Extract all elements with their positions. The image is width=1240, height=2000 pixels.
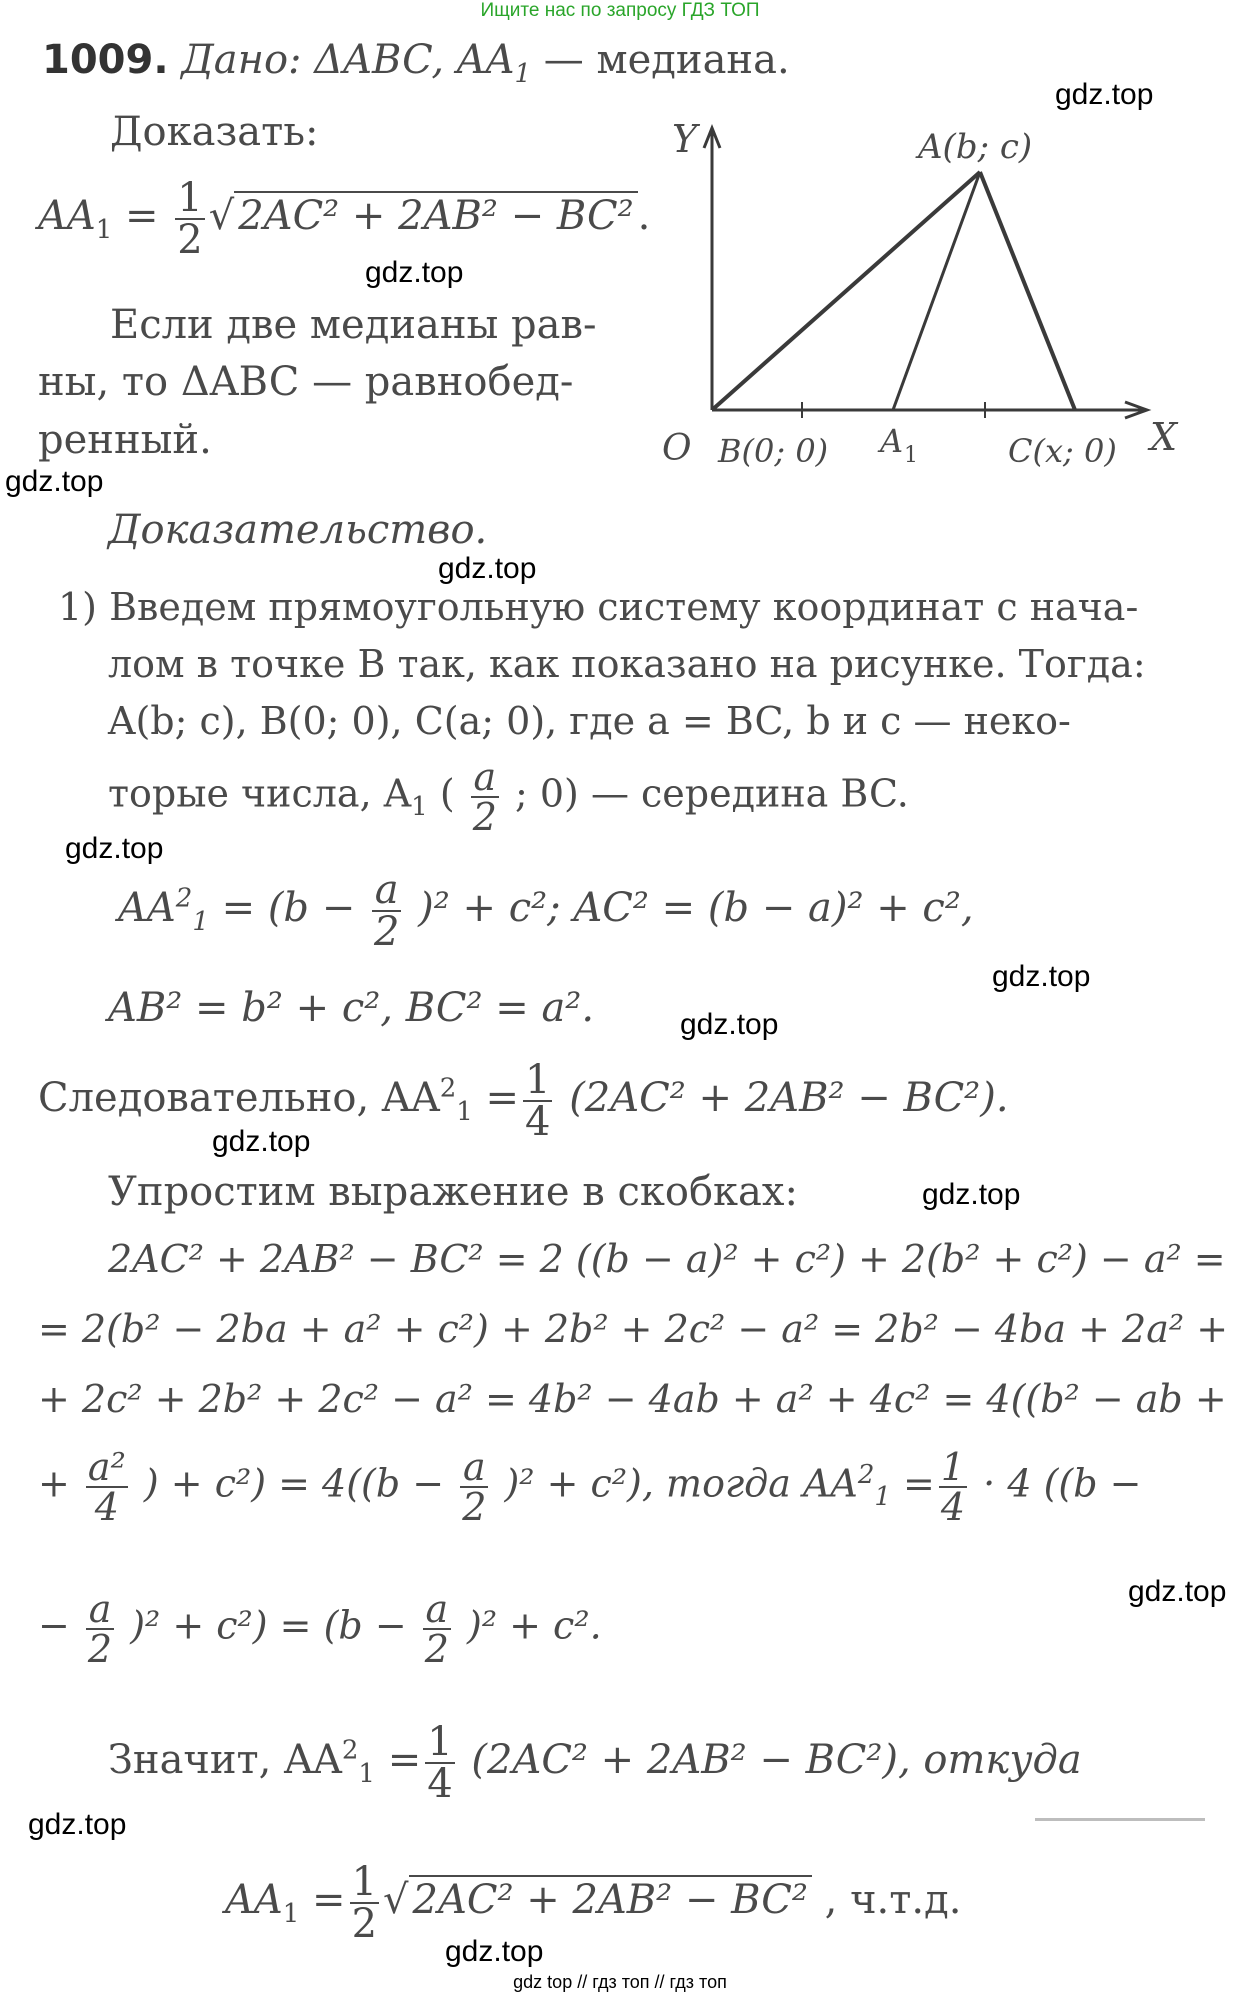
given-text: Дано: ΔABC, AA bbox=[181, 37, 515, 83]
proof-title: Доказательство. bbox=[108, 507, 488, 553]
problem-header: 1009. Дано: ΔABC, $AA_1$ — медиана. bbox=[42, 37, 790, 89]
label-a1: A bbox=[880, 422, 904, 460]
watermark: gdz.top bbox=[680, 1008, 779, 1041]
proof-line-2: лом в точке B так, как показано на рисунке. Тогда: bbox=[108, 642, 1146, 686]
proof-line-3: A(b; c), B(0; 0), C(a; 0), где a = BC, b и c — неко- bbox=[108, 699, 1071, 743]
consequence-line: Следовательно, $AA^2_1$ = $\frac{1}{4}$ (2AC² + 2AB² − BC²). bbox=[38, 1057, 1009, 1145]
equation-1: $AA^2_1 = (b$ − $\frac{a}{2}$ )² + c²; AC² = (b − a)² + c², bbox=[118, 867, 974, 955]
label-y: Y bbox=[672, 117, 698, 161]
watermark: gdz.top bbox=[445, 1935, 544, 1968]
corollary-line-3: ренный. bbox=[38, 417, 212, 463]
bottom-links[interactable]: gdz top // гдз топ // гдз топ bbox=[513, 1972, 727, 1992]
simplify-line-5: − $\frac{a}{2}$ )² + c²) = (b − $\frac{a}{2}$ )² + c². bbox=[38, 1587, 602, 1671]
watermark: gdz.top bbox=[992, 960, 1091, 993]
label-x: X bbox=[1150, 415, 1178, 459]
label-a: A(b; c) bbox=[918, 127, 1033, 167]
problem-number: 1009. bbox=[42, 37, 169, 83]
label-c: C(x; 0) bbox=[1008, 432, 1117, 470]
simplify-line-2: = 2(b² − 2ba + a² + c²) + 2b² + 2c² − a² = 2b² − 4ba + 2a² + bbox=[38, 1307, 1229, 1351]
prove-formula: $AA_1$ = $\frac{1}{2}$ √ 2AC² + 2AB² − BC² . bbox=[38, 175, 651, 263]
scan-artifact-line bbox=[1035, 1818, 1205, 1821]
watermark: gdz.top bbox=[438, 552, 537, 585]
simplify-line-4: + $\frac{\text{a²}}{4}$ ) + c²) = 4((b − $\frac{a}{2}$ )² + c²), тогда $AA^2_1$ = $\frac{1}{4}$ · 4 ((b − bbox=[38, 1445, 1142, 1529]
label-a1-sub: 1 bbox=[904, 443, 918, 468]
prove-label: Доказать: bbox=[110, 109, 319, 155]
watermark: gdz.top bbox=[5, 465, 104, 498]
equation-2: AB² = b² + c², BC² = a². bbox=[108, 985, 595, 1031]
thus-line: Значит, $AA^2_1$ = $\frac{1}{4}$ (2AC² + 2AB² − BC²), откуда bbox=[108, 1719, 1082, 1807]
triangle-figure bbox=[640, 110, 1200, 490]
watermark: gdz.top bbox=[212, 1125, 311, 1158]
corollary-line-1: Если две медианы рав- bbox=[110, 302, 597, 348]
proof-line-1: 1) Введем прямоугольную систему координат с нача- bbox=[58, 585, 1139, 629]
watermark: gdz.top bbox=[365, 256, 464, 289]
watermark: gdz.top bbox=[922, 1178, 1021, 1211]
watermark: gdz.top bbox=[65, 832, 164, 865]
watermark: gdz.top bbox=[1055, 78, 1154, 111]
proof-line-4: торые числа, $A_1$ ( $\frac{a}{2}$ ; 0) — середина BC. bbox=[108, 755, 909, 839]
corollary-line-2: ны, то ΔABC — равнобед- bbox=[38, 359, 574, 405]
side-ab bbox=[712, 172, 980, 410]
side-ac bbox=[980, 172, 1075, 410]
simplify-line-3: + 2c² + 2b² + 2c² − a² = 4b² − 4ab + a² + 4c² = 4((b² − ab + bbox=[38, 1377, 1227, 1421]
simplify-heading: Упростим выражение в скобках: bbox=[108, 1169, 798, 1215]
median-aa1 bbox=[893, 172, 980, 410]
label-o: O bbox=[662, 428, 692, 469]
top-search-link[interactable]: Ищите нас по запросу ГДЗ ТОП bbox=[480, 0, 760, 21]
watermark: gdz.top bbox=[28, 1808, 127, 1841]
simplify-line-1: 2AC² + 2AB² − BC² = 2 ((b − a)² + c²) + 2(b² + c²) − a² = bbox=[108, 1237, 1226, 1281]
label-b: B(0; 0) bbox=[718, 432, 829, 470]
watermark: gdz.top bbox=[1128, 1575, 1227, 1608]
final-formula: $AA_1$ = $\frac{1}{2}$ √ 2AC² + 2AB² − BC² , ч.т.д. bbox=[225, 1859, 962, 1947]
